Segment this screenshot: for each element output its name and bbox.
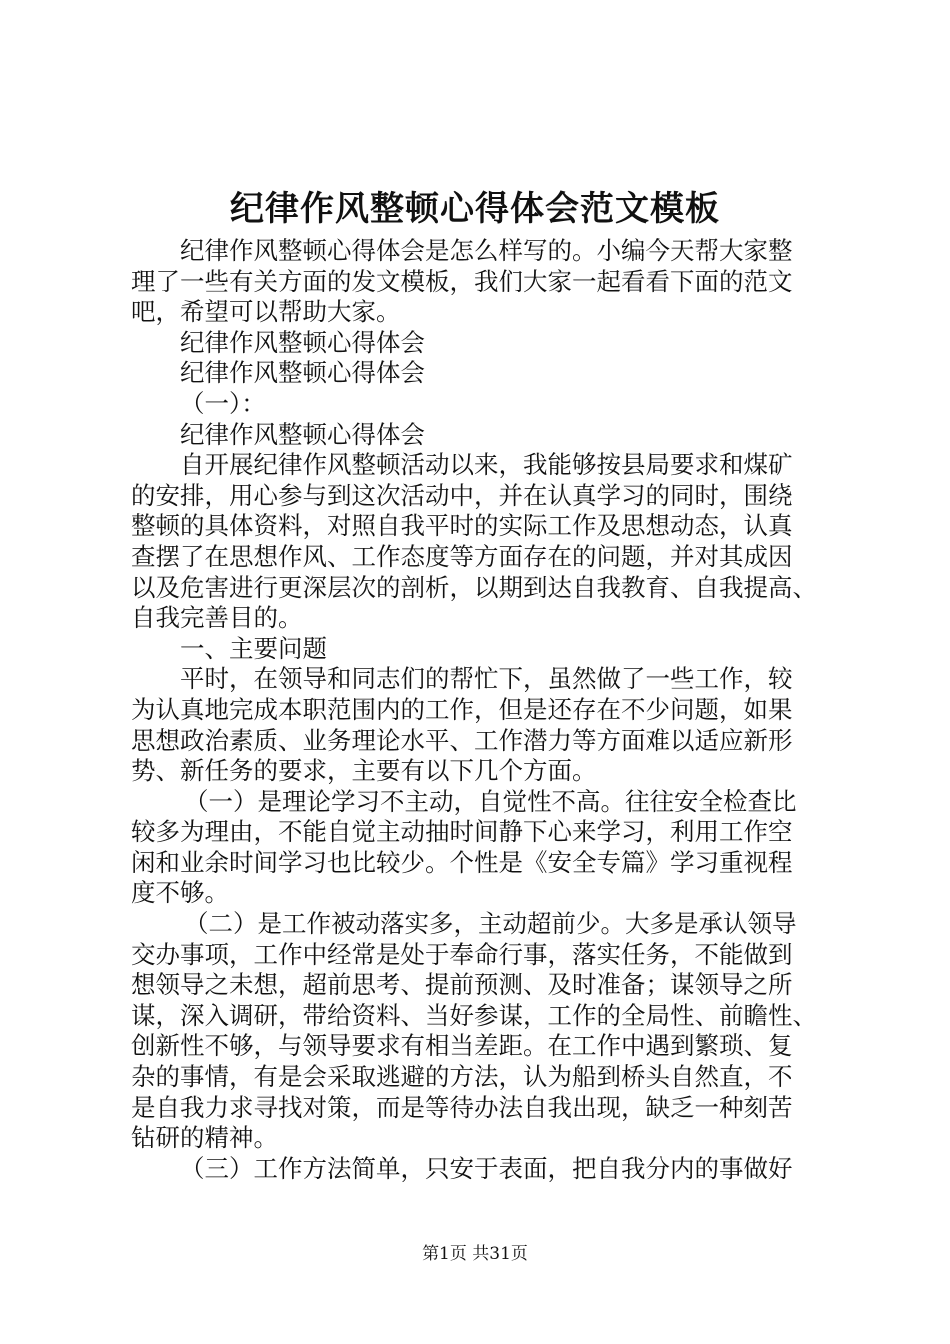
text-line: 为认真地完成本职范围内的工作，但是还存在不少问题，如果 <box>131 694 793 724</box>
document-title: 纪律作风整顿心得体会范文模板 <box>230 189 720 229</box>
text-line: （三）工作方法简单，只安于表面，把自我分内的事做好 <box>180 1153 793 1183</box>
text-line: 谋，深入调研，带给资料、当好参谋，工作的全局性、前瞻性、 <box>131 1000 817 1030</box>
text-line: 纪律作风整顿心得体会 <box>180 419 425 449</box>
text-line: 思想政治素质、业务理论水平、工作潜力等方面难以适应新形 <box>131 725 793 755</box>
text-line: （一）是理论学习不主动，自觉性不高。往往安全检查比 <box>184 786 797 816</box>
page-indicator: 第1页 共31页 <box>422 1244 528 1264</box>
text-line: 交办事项，工作中经常是处于奉命行事，落实任务，不能做到 <box>131 939 793 969</box>
text-line: 整顿的具体资料，对照自我平时的实际工作及思想动态，认真 <box>131 511 793 541</box>
text-line: 理了一些有关方面的发文模板，我们大家一起看看下面的范文 <box>131 266 793 296</box>
text-line: 以及危害进行更深层次的剖析，以期到达自我教育、自我提高、 <box>131 572 817 602</box>
text-line: 纪律作风整顿心得体会是怎么样写的。小编今天帮大家整 <box>180 236 793 265</box>
text-line: （二）是工作被动落实多，主动超前少。大多是承认领导 <box>184 909 797 939</box>
text-line: 度不够。 <box>131 878 229 908</box>
text-line: （一）： <box>180 388 266 418</box>
text-line: 钻研的精神。 <box>131 1123 278 1153</box>
text-line: 吧，希望可以帮助大家。 <box>131 297 401 327</box>
text-line: 纪律作风整顿心得体会 <box>180 327 425 357</box>
text-line: 想领导之未想，超前思考、提前预测、及时准备；谋领导之所 <box>131 970 793 1000</box>
text-line: 闲和业余时间学习也比较少。个性是《安全专篇》学习重视程 <box>131 847 793 877</box>
text-line: 纪律作风整顿心得体会 <box>180 358 425 388</box>
text-line: 的安排，用心参与到这次活动中，并在认真学习的同时，围绕 <box>131 480 793 510</box>
text-line: 是自我力求寻找对策，而是等待办法自我出现，缺乏一种刻苦 <box>131 1092 793 1122</box>
text-line: 杂的事情，有是会采取逃避的方法，认为船到桥头自然直，不 <box>131 1062 793 1092</box>
text-line: 创新性不够，与领导要求有相当差距。在工作中遇到繁琐、复 <box>131 1031 793 1061</box>
text-line: 自我完善目的。 <box>131 603 303 633</box>
text-line: 平时，在领导和同志们的帮忙下，虽然做了一些工作，较 <box>180 664 793 694</box>
text-line: 自开展纪律作风整顿活动以来，我能够按县局要求和煤矿 <box>180 450 793 480</box>
text-line: 查摆了在思想作风、工作态度等方面存在的问题，并对其成因 <box>131 541 793 571</box>
text-line: 较多为理由，不能自觉主动抽时间静下心来学习，利用工作空 <box>131 817 793 847</box>
text-line: 一、主要问题 <box>180 633 327 663</box>
text-line: 势、新任务的要求，主要有以下几个方面。 <box>131 756 597 786</box>
document-body <box>131 236 853 1184</box>
